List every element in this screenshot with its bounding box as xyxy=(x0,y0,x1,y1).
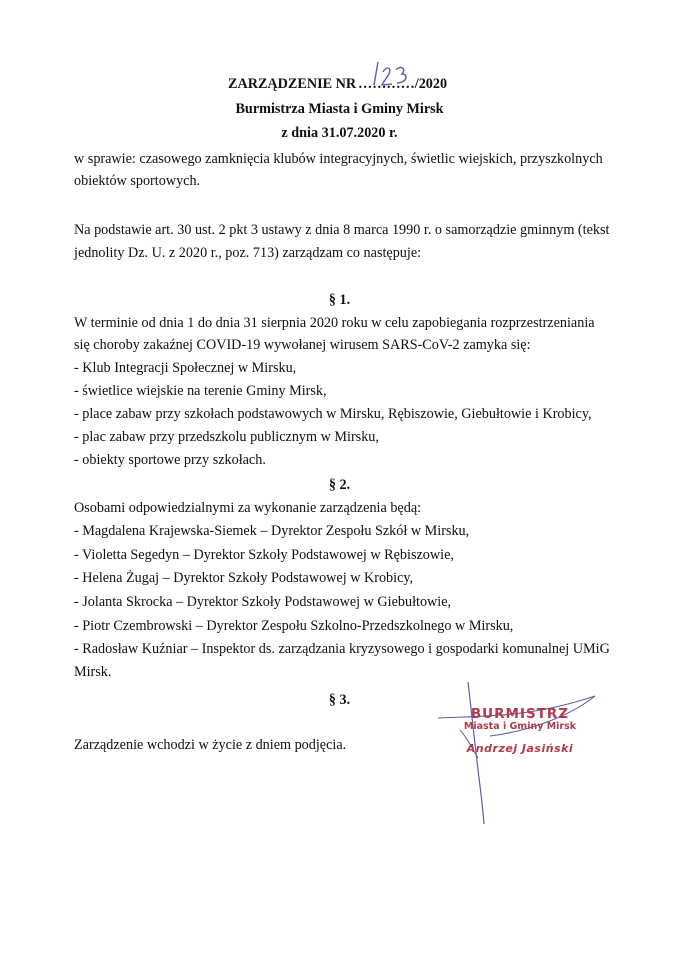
stamp-title: BURMISTRZ xyxy=(470,706,570,722)
list-item: - Klub Integracji Społecznej w Mirsku, xyxy=(74,360,297,376)
list-item: - Jolanta Skrocka – Dyrektor Szkoły Podstawowej w Giebułtowie, xyxy=(74,594,452,610)
handwritten-number xyxy=(370,60,420,88)
section-3-text: Zarządzenie wchodzi w życie z dniem podjęcia. xyxy=(74,737,347,753)
issuer: Burmistrza Miasta i Gminy Mirsk xyxy=(235,101,444,117)
list-item: - świetlice wiejskie na terenie Gminy Mirsk, xyxy=(74,383,327,399)
section-3-heading: § 3. xyxy=(328,692,351,708)
section-2-heading: § 2. xyxy=(328,477,351,493)
list-item: - Helena Żugaj – Dyrektor Szkoły Podstawowej w Krobicy, xyxy=(74,570,414,586)
list-item: - obiekty sportowe przy szkołach. xyxy=(74,452,266,468)
title-prefix: ZARZĄDZENIE NR xyxy=(228,76,357,92)
section-1-intro-line-2: się choroby zakaźnej COVID-19 wywołanej wirusem SARS-CoV-2 zamyka się: xyxy=(74,337,531,353)
document-date: z dnia 31.07.2020 r. xyxy=(281,125,398,141)
stamp-name: Andrzej Jasiński xyxy=(466,742,574,755)
list-item-continuation: Mirsk. xyxy=(74,664,112,680)
stamp-office: Miasta i Gminy Mirsk xyxy=(463,721,577,732)
basis-line-2: jednolity Dz. U. z 2020 r., poz. 713) zarządzam co następuje: xyxy=(74,245,422,261)
basis-line-1: Na podstawie art. 30 ust. 2 pkt 3 ustawy z dnia 8 marca 1990 r. o samorządzie gminnym (tekst xyxy=(74,222,610,238)
list-item: - plac zabaw przy przedszkolu publicznym w Mirsku, xyxy=(74,429,379,445)
section-2-intro: Osobami odpowiedzialnymi za wykonanie zarządzenia będą: xyxy=(74,500,422,516)
subject-line-1: w sprawie: czasowego zamknięcia klubów integracyjnych, świetlic wiejskich, przyszkolnych xyxy=(74,151,603,167)
list-item: - Piotr Czembrowski – Dyrektor Zespołu Szkolno-Przedszkolnego w Mirsku, xyxy=(74,618,514,634)
section-1-heading: § 1. xyxy=(328,292,351,308)
list-item: - Violetta Segedyn – Dyrektor Szkoły Podstawowej w Rębiszowie, xyxy=(74,547,454,563)
list-item: - place zabaw przy szkołach podstawowych w Mirsku, Rębiszowie, Giebułtowie i Krobicy, xyxy=(74,406,592,422)
official-stamp xyxy=(450,706,590,755)
list-item: - Magdalena Krajewska-Siemek – Dyrektor Zespołu Szkół w Mirsku, xyxy=(74,523,470,539)
list-item: - Radosław Kuźniar – Inspektor ds. zarządzania kryzysowego i gospodarki komunalnej UMiG xyxy=(74,641,610,657)
title-number-blank: …………/2020 xyxy=(358,76,448,92)
section-1-intro-line-1: W terminie od dnia 1 do dnia 31 sierpnia 2020 roku w celu zapobiegania rozprzestrzeniania xyxy=(74,315,595,331)
subject-line-2: obiektów sportowych. xyxy=(74,173,201,189)
